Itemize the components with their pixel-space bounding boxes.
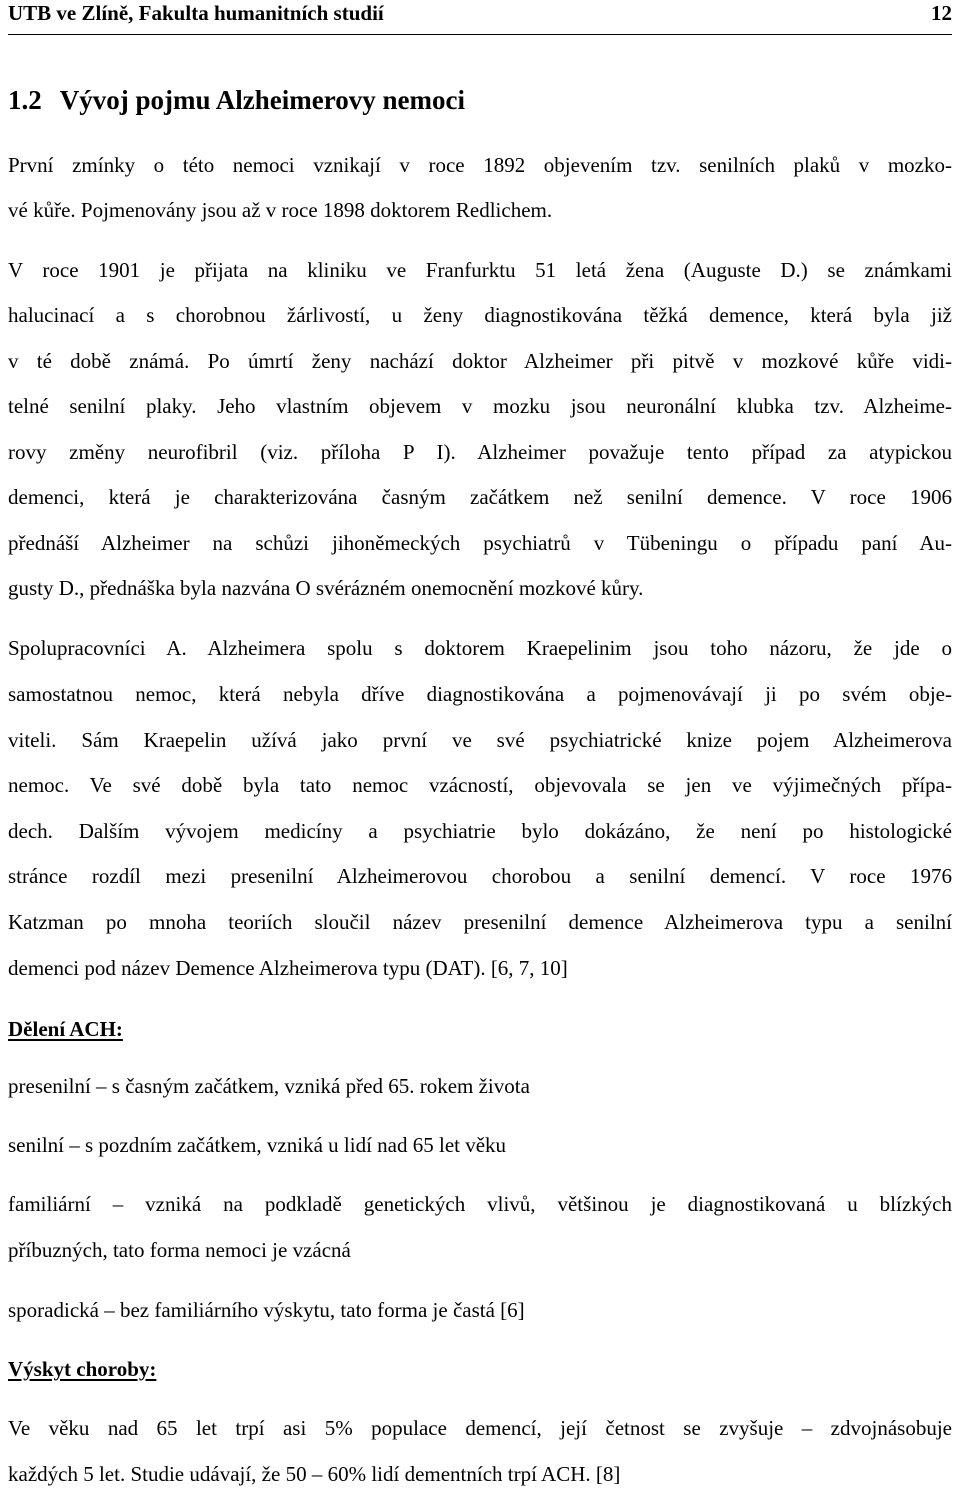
division-presenile: presenilní – s časným začátkem, vzniká před 65. rokem života — [8, 1074, 530, 1098]
paragraph-line: První zmínky o této nemoci vznikají v roce 1892 objevením tzv. senilních plaků v mozko- — [8, 153, 952, 177]
division-sporadic: sporadická – bez familiárního výskytu, tato forma je častá [6] — [8, 1298, 525, 1322]
paragraph-line: dech. Dalším vývojem medicíny a psychiatrie bylo dokázáno, že není po histologické — [8, 819, 952, 843]
paragraph-line: vé kůře. Pojmenovány jsou až v roce 1898 doktorem Redlichem. — [8, 198, 553, 222]
section-heading — [8, 84, 465, 116]
occurrence-line: každých 5 let. Studie udávají, že 50 – 60% lidí dementních trpí ACH. [8] — [8, 1462, 621, 1486]
paragraph-line: Spolupracovníci A. Alzheimera spolu s doktorem Kraepelinim jsou toho názoru, že jde o — [8, 636, 952, 660]
paragraph-line: samostatnou nemoc, která nebyla dříve diagnostikována a pojmenovávají ji po svém obje- — [8, 682, 952, 706]
page-number: 12 — [931, 1, 952, 25]
paragraph-line: v té době známá. Po úmrtí ženy nachází doktor Alzheimer při pitvě v mozkové kůře vidi- — [8, 349, 952, 373]
paragraph-line: demenci, která je charakterizována časným začátkem než senilní demence. V roce 1906 — [8, 485, 952, 509]
paragraph-line: nemoc. Ve své době byla tato nemoc vzácností, objevovala se jen ve výjimečných přípa- — [8, 773, 952, 797]
paragraph-line: viteli. Sám Kraepelin užívá jako první ve své psychiatrické knize pojem Alzheimerova — [8, 728, 952, 752]
division-familial-cont: příbuzných, tato forma nemoci je vzácná — [8, 1238, 351, 1262]
paragraph-line: telné senilní plaky. Jeho vlastním objevem v mozku jsou neuronální klubka tzv. Alzheime- — [8, 394, 952, 418]
paragraph-line: rovy změny neurofibril (viz. příloha P I). Alzheimer považuje tento případ za atypickou — [8, 440, 952, 464]
paragraph-line: halucinací a s chorobnou žárlivostí, u ženy diagnostikována těžká demence, která byla již — [8, 303, 952, 327]
division-senile: senilní – s pozdním začátkem, vzniká u lidí nad 65 let věku — [8, 1133, 507, 1157]
header-title: UTB ve Zlíně, Fakulta humanitních studií — [8, 1, 384, 25]
paragraph-line: gusty D., přednáška byla nazvána O svérázném onemocnění mozkové kůry. — [8, 576, 644, 600]
page-header — [8, 0, 952, 35]
section-title: Vývoj pojmu Alzheimerovy nemoci — [59, 85, 465, 115]
occurrence-heading: Výskyt choroby: — [8, 1357, 157, 1381]
paragraph-line: stránce rozdíl mezi presenilní Alzheimerovou chorobou a senilní demencí. V roce 1976 — [8, 864, 952, 888]
paragraph-line: Katzman po mnoha teoriích sloučil název presenilní demence Alzheimerova typu a senilní — [8, 910, 952, 934]
paragraph-line: demenci pod název Demence Alzheimerova typu (DAT). [6, 7, 10] — [8, 956, 568, 980]
section-number: 1.2 — [8, 85, 42, 115]
paragraph-line: přednáší Alzheimer na schůzi jihoněmeckých psychiatrů v Tübeningu o případu paní Au- — [8, 531, 952, 555]
paragraph-line: V roce 1901 je přijata na kliniku ve Franfurktu 51 letá žena (Auguste D.) se známkami — [8, 258, 952, 282]
division-heading: Dělení ACH: — [8, 1017, 123, 1041]
division-familial: familiární – vzniká na podkladě genetických vlivů, většinou je diagnostikovaná u blízkých — [8, 1192, 952, 1216]
occurrence-line: Ve věku nad 65 let trpí asi 5% populace demencí, její četnost se zvyšuje – zdvojnásobuje — [8, 1416, 952, 1440]
